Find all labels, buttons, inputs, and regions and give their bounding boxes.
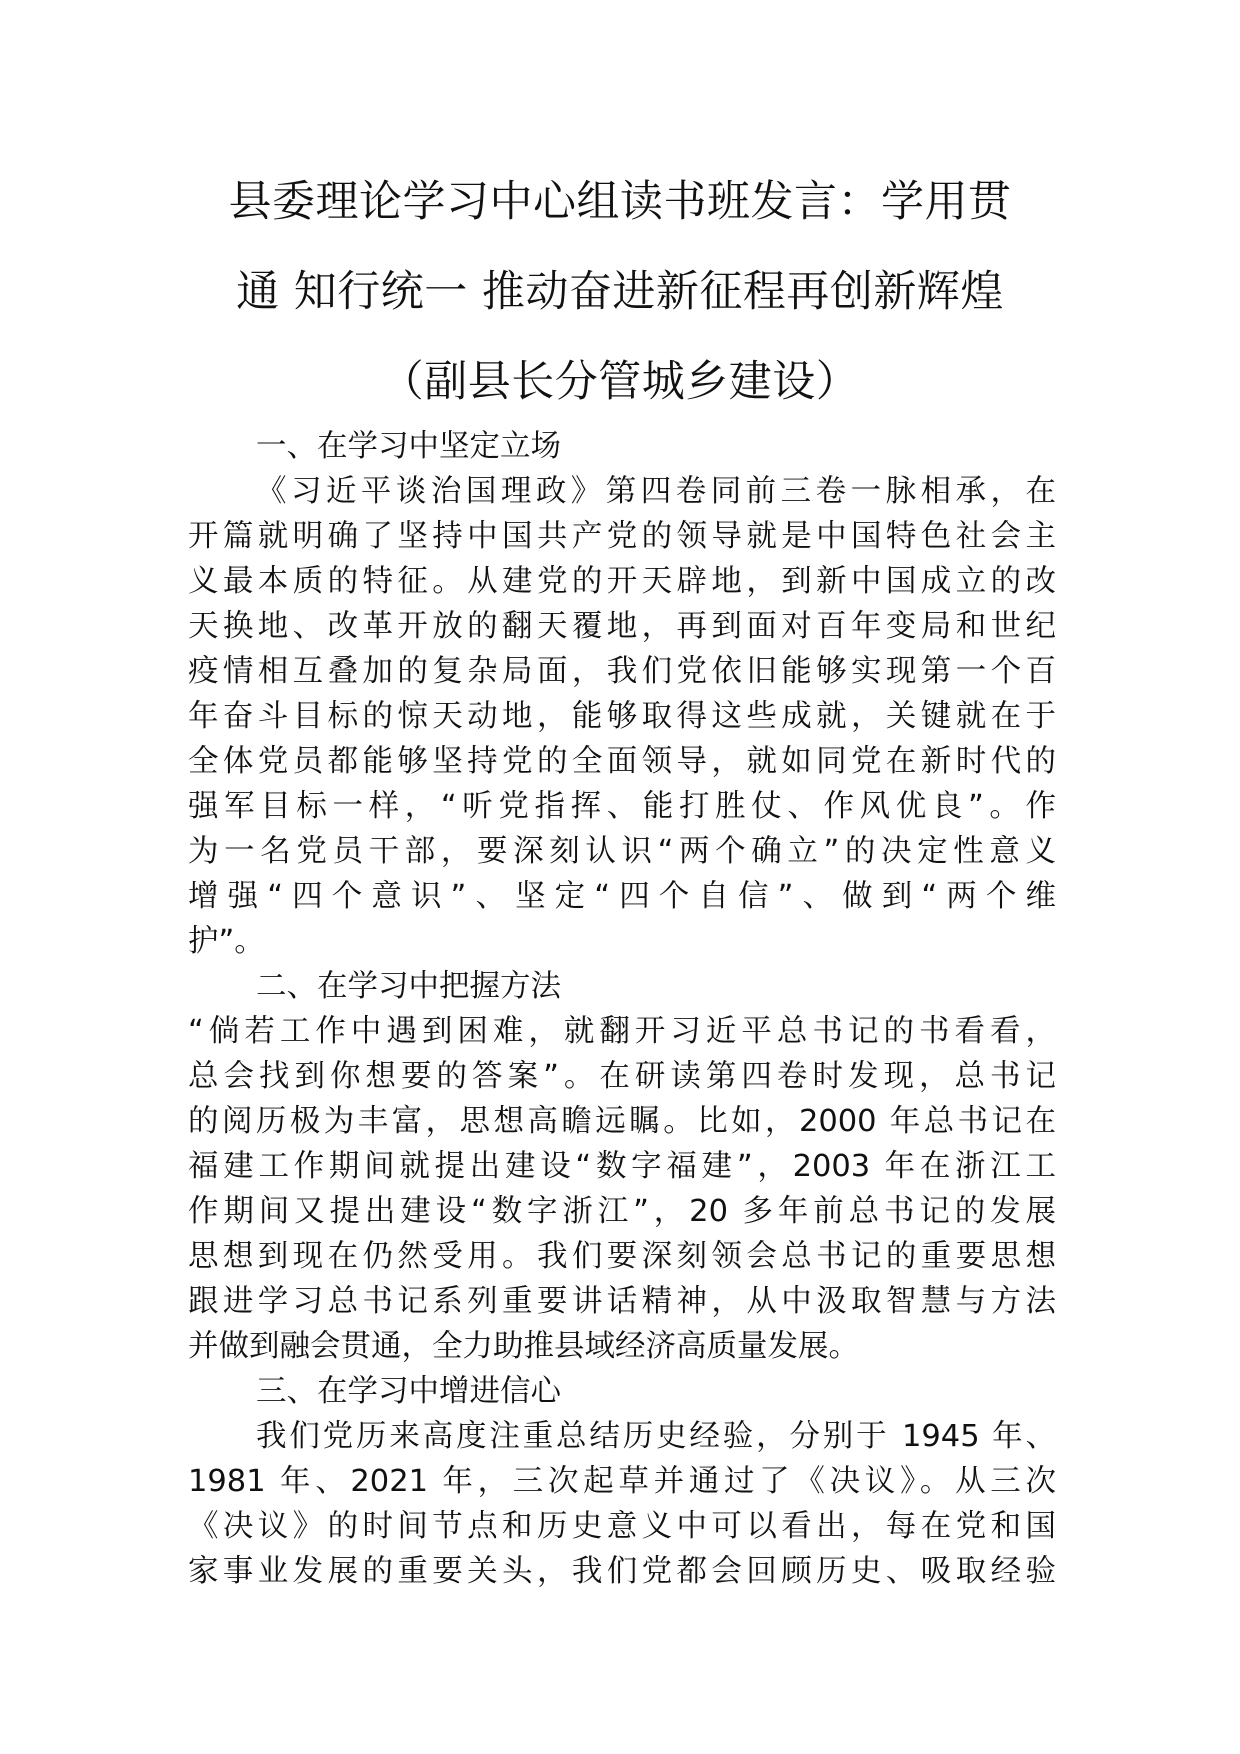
section-heading: 一、在学习中坚定立场 bbox=[256, 429, 561, 464]
paragraph-line: 增强“四个意识”、坚定“四个自信”、做到“两个维 bbox=[188, 879, 1056, 914]
paragraph-line: 作期间又提出建设“数字浙江”，20 多年前总书记的发展 bbox=[188, 1194, 1056, 1229]
paragraph-line: 总会找到你想要的答案”。在研读第四卷时发现，总书记 bbox=[188, 1059, 1056, 1094]
paragraph-line: 义最本质的特征。从建党的开天辟地，到新中国成立的改 bbox=[188, 564, 1056, 599]
paragraph-line: 强军目标一样，“听党指挥、能打胜仗、作风优良”。作 bbox=[188, 789, 1056, 824]
section-heading: 二、在学习中把握方法 bbox=[256, 969, 561, 1004]
title-line-1: 县委理论学习中心组读书班发言：学用贯 bbox=[228, 177, 1012, 227]
paragraph-line: 开篇就明确了坚持中国共产党的领导就是中国特色社会主 bbox=[188, 519, 1056, 554]
section-heading: 三、在学习中增进信心 bbox=[256, 1374, 561, 1409]
paragraph-line: 天换地、改革开放的翻天覆地，再到面对百年变局和世纪 bbox=[188, 609, 1056, 644]
paragraph-line: 家事业发展的重要关头，我们党都会回顾历史、吸取经验 bbox=[188, 1554, 1056, 1589]
title-line-2: 通 知行统一 推动奋进新征程再创新辉煌 bbox=[236, 267, 1004, 317]
paragraph-line: 的阅历极为丰富，思想高瞻远瞩。比如，2000 年总书记在 bbox=[188, 1104, 1056, 1139]
paragraph-line: 福建工作期间就提出建设“数字福建”，2003 年在浙江工 bbox=[188, 1149, 1056, 1184]
document-body bbox=[188, 424, 1056, 1594]
paragraph-line: 跟进学习总书记系列重要讲话精神，从中汲取智慧与方法 bbox=[188, 1284, 1056, 1319]
paragraph-line: 1981 年、2021 年，三次起草并通过了《决议》。从三次 bbox=[188, 1464, 1056, 1499]
paragraph-line: 年奋斗目标的惊天动地，能够取得这些成就，关键就在于 bbox=[188, 699, 1056, 734]
title-line-3: （副县长分管城乡建设） bbox=[380, 357, 860, 407]
paragraph-line: 疫情相互叠加的复杂局面，我们党依旧能够实现第一个百 bbox=[188, 654, 1056, 689]
paragraph-line: 并做到融会贯通，全力助推县域经济高质量发展。 bbox=[188, 1329, 859, 1364]
paragraph-line: 护”。 bbox=[188, 924, 265, 959]
paragraph-line: 《决议》的时间节点和历史意义中可以看出，每在党和国 bbox=[188, 1509, 1056, 1544]
paragraph-line: 为一名党员干部，要深刻认识“两个确立”的决定性意义 bbox=[188, 834, 1056, 869]
paragraph-line: “倘若工作中遇到困难，就翻开习近平总书记的书看看， bbox=[188, 1014, 1056, 1049]
paragraph-line: 我们党历来高度注重总结历史经验，分别于 1945 年、 bbox=[256, 1419, 1056, 1454]
paragraph-line: 思想到现在仍然受用。我们要深刻领会总书记的重要思想 bbox=[188, 1239, 1056, 1274]
paragraph-line: 全体党员都能够坚持党的全面领导，就如同党在新时代的 bbox=[188, 744, 1056, 779]
paragraph-line: 《习近平谈治国理政》第四卷同前三卷一脉相承，在 bbox=[256, 474, 1056, 509]
